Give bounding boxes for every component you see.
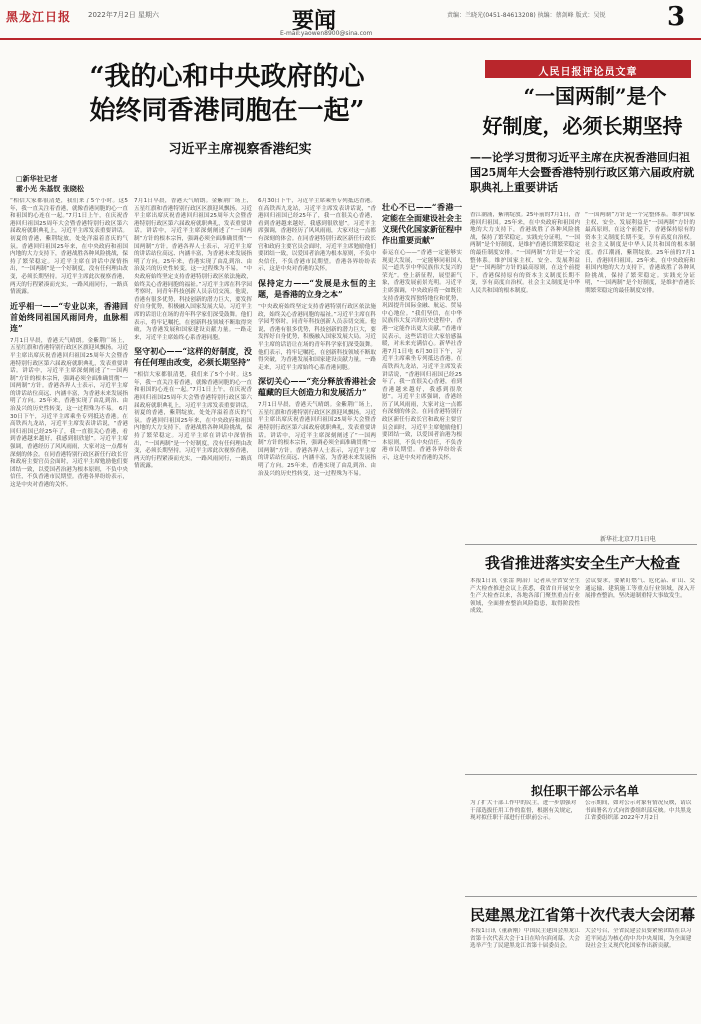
lead-subhead-4: 深切关心——“充分释放香港社会蕴藏的巨大创造力和发展活力” bbox=[258, 376, 376, 398]
article3-column-1: 为了扩大干部工作中的民主，进一步加强对干部选拔任用工作的监督，根据有关规定，现对拟任职干部进行任职前公示。 bbox=[470, 800, 577, 822]
lead-subhead-5: 壮心不已——“香港一定能在全面建设社会主义现代化国家新征程中作出重要贡献” bbox=[382, 202, 462, 245]
lead-headline-line1: “我的心和中央政府的心 bbox=[89, 62, 365, 92]
article2-headline[interactable]: 我省推进落实安全生产大检查 bbox=[484, 554, 680, 572]
lead-paragraph: 7月1日早晨，香港天气晴朗。金紫荆广场上，五星红旗和香港特别行政区区旗迎风飘扬。习近平主席出席庆祝香港回归祖国25周年大会暨香港特别行政区第六届政府就职典礼，发表重要讲话。讲话中，习近平主席深刻阐述了“一国两制”方针的根本宗旨，强调必须全面准确贯彻“一国两制”方针。香港各界人士表示，习近平主席的讲话站位高远、内涵丰富，为香港未来发展指明了方向。25年来，香港实现了由乱到治、由治及兴的历史性转变，这一过程殊为不易。 bbox=[258, 402, 376, 477]
commentary-headline-line2[interactable]: 好制度，必须长期坚持 bbox=[482, 114, 683, 138]
lead-paragraph: 6月30日下午，习近平主席乘坐专列抵达香港。在高铁西九龙站，习近平主席发表讲话说，“香港回归祖国已经25年了，我一直很关心香港，看到香港越来越好，我感到很欣慰”。习近平主席强调，香港经历了风风雨雨，大家对这一点都有深刻的体会。在同香港特别行政区新任行政长官和政府主要官员会面时，习近平主席勉励他们要团结一致，以爱国者治港为根本原则，不负中央信任，不负香港市民期望。香港各界纷纷表示，这是中央对香港的关怀。 bbox=[258, 198, 376, 273]
lead-byline-label: □新华社记者 bbox=[16, 175, 58, 183]
lead-byline-names: 霍小光 朱基钗 张晓松 bbox=[16, 185, 84, 193]
article3-headline[interactable]: 拟任职干部公示名单 bbox=[530, 784, 639, 798]
divider bbox=[465, 774, 697, 775]
newspaper-masthead: 黑龙江日报 bbox=[6, 10, 72, 24]
commentary-headline-line1[interactable]: “一国两制”是个 bbox=[523, 84, 667, 108]
lead-paragraph: 7月1日早晨，香港天气晴朗。金紫荆广场上，五星红旗和香港特别行政区区旗迎风飘扬。习近平主席出席庆祝香港回归祖国25周年大会暨香港特别行政区第六届政府就职典礼，发表重要讲话。讲话中，习近平主席深刻阐述了“一国两制”方针的根本宗旨，强调必须全面准确贯彻“一国两制”方针。香港各界人士表示，习近平主席的讲话站位高远、内涵丰富，为香港未来发展指明了方向。25年来，香港实现了由乱到治、由治及兴的历史性转变，这一过程殊为不易。 bbox=[134, 198, 252, 273]
page-number: 3 bbox=[667, 2, 686, 32]
article4-column-1: 本报1日讯（董新刚）中国民主建国会黑龙江省第十次代表大会于1日在哈尔滨闭幕。大会选举产生了民建黑龙江省第十届委员会。 bbox=[470, 928, 580, 950]
article4-column-2: 大会号召，全省民建会员要紧密团结在以习近平同志为核心的中共中央周围，为全面建设社会主义现代化国家作出新贡献。 bbox=[585, 928, 692, 950]
lead-paragraph: “中央政府始终坚定支持香港特别行政区依法施政，始终关心香港同胞的福祉。”习近平主席在科学园考察时，同青年科技创新人员亲切交流。他说，香港有很多优势，科技创新的潜力巨大，要发挥好自身优势，积极融入国家发展大局。习近平主席的话语让在场的青年科学家们深受鼓舞。他们表示，将牢记嘱托，在创新科技领域不断取得突破，为香港发展和国家建设贡献力量。一路走来，习近平主席始终心系香港同胞。 bbox=[258, 303, 376, 371]
lead-paragraph: “中央政府始终坚定支持香港特别行政区依法施政，始终关心香港同胞的福祉。”习近平主席在科学园考察时，同青年科技创新人员亲切交流。他说，香港有很多优势，科技创新的潜力巨大，要发挥好自身优势，积极融入国家发展大局。习近平主席的话语让在场的青年科学家们深受鼓舞。他们表示，将牢记嘱托，在创新科技领域不断取得突破，为香港发展和国家建设贡献力量。一路走来，习近平主席始终心系香港同胞。 bbox=[134, 266, 252, 341]
lead-column-3 bbox=[258, 198, 376, 1014]
commentary-column-1: 香江潮涌，紫荆绽放。25年前的7月1日，香港回归祖国。25年来，在中央政府和祖国内地的大力支持下，香港战胜了各种风险挑战，保持了繁荣稳定。实践充分证明，“一国两制”是个好制度，是维护香港长期繁荣稳定的最佳制度安排。“一国两制”方针是一个完整体系。维护国家主权、安全、发展利益是“一国两制”方针的最高原则，在这个前提下，香港保持原有的资本主义制度长期不变，享有高度自治权。社会主义制度是中华人民共和国的根本制度。 bbox=[470, 212, 580, 294]
lead-column-1 bbox=[10, 198, 128, 1014]
article2-column-1: 本报1日讯（张雷 陶冶）记者从全省安全生产大检查推进会议上获悉，我省自开展安全生产大检查以来，各地各部门聚焦重点行业领域，全面排查整治风险隐患，取得阶段性成效。 bbox=[470, 578, 580, 615]
page-header bbox=[0, 0, 701, 40]
lead-paragraph: 6月30日下午，习近平主席乘坐专列抵达香港。在高铁西九龙站，习近平主席发表讲话说，“香港回归祖国已经25年了，我一直很关心香港，看到香港越来越好，我感到很欣慰”。习近平主席强调，香港经历了风风雨雨，大家对这一点都有深刻的体会。在同香港特别行政区新任行政长官和政府主要官员会面时，习近平主席勉励他们要团结一致，以爱国者治港为根本原则，不负中央信任，不负香港市民期望。香港各界纷纷表示，这是中央对香港的关怀。 bbox=[382, 348, 462, 462]
article2-column-2: 会议要求，要紧盯燃气、危化品、矿山、交通运输、建筑施工等重点行业领域，深入开展排查整治，坚决遏制重特大事故发生。 bbox=[585, 578, 695, 600]
lead-subhead-3: 保持定力——“发展是永恒的主题，是香港的立身之本” bbox=[258, 277, 376, 299]
editor-credits: 责编：兰晓光(0451-84613208) 执编：蔡剑峰 版式：吴锐 bbox=[447, 12, 606, 19]
section-title: 要闻 bbox=[292, 8, 337, 34]
divider bbox=[465, 544, 697, 545]
lead-paragraph: 泰运在心——“香港一定能够实现更大发展，一定能够同祖国人民一道共享中华民族伟大复兴的荣光”。登上新征程，展望新气象，香港发展前景光明。习近平主席强调，中央政府将一如既往支持香港发挥独特地位和优势，巩固提升国际金融、航运、贸易中心地位。“我们坚信，在中华民族伟大复兴的历史进程中，香港一定能作出更大贡献。”香港市民表示，这些话语让大家倍感温暖，对未来充满信心。新华社香港7月1日电 bbox=[382, 250, 462, 355]
commentary-banner: 人民日报评论员文章 bbox=[485, 60, 691, 78]
commentary-column-2: “一国两制”方针是一个完整体系。维护国家主权、安全、发展利益是“一国两制”方针的最高原则，在这个前提下，香港保持原有的资本主义制度长期不变，享有高度自治权。社会主义制度是中华人民共和国的根本制度。香江潮涌，紫荆绽放。25年前的7月1日，香港回归祖国。25年来，在中央政府和祖国内地的大力支持下，香港战胜了各种风险挑战，保持了繁荣稳定。实践充分证明，“一国两制”是个好制度，是维护香港长期繁荣稳定的最佳制度安排。 bbox=[585, 212, 695, 294]
lead-paragraph: 7月1日早晨，香港天气晴朗。金紫荆广场上，五星红旗和香港特别行政区区旗迎风飘扬。习近平主席出席庆祝香港回归祖国25周年大会暨香港特别行政区第六届政府就职典礼，发表重要讲话。讲话中，习近平主席深刻阐述了“一国两制”方针的根本宗旨，强调必须全面准确贯彻“一国两制”方针。香港各界人士表示，习近平主席的讲话站位高远、内涵丰富，为香港未来发展指明了方向。25年来，香港实现了由乱到治、由治及兴的历史性转变，这一过程殊为不易。 bbox=[10, 337, 128, 413]
divider bbox=[465, 896, 697, 897]
lead-headline[interactable] bbox=[52, 60, 402, 128]
lead-subhead-2: 坚守初心——“这样的好制度，没有任何理由改变，必须长期坚持” bbox=[134, 346, 252, 368]
lead-subtitle: 习近平主席视察香港纪实 bbox=[168, 142, 312, 157]
issue-date: 2022年7月2日 星期六 bbox=[88, 11, 159, 19]
article4-headline[interactable]: 民建黑龙江省第十次代表大会闭幕 bbox=[470, 906, 696, 924]
lead-column-2 bbox=[134, 198, 252, 1014]
lead-column-4 bbox=[382, 198, 462, 1014]
article3-column-2: 公示期间，如对公示对象有情况反映，请以书面署名方式向省委组织部反映。中共黑龙江省委组织部 2022年7月2日 bbox=[585, 800, 692, 822]
lead-paragraph: “相信大家都很清楚，我们来了5个小时。这5年，我一直关注着香港，就像香港同胞的心一直和祖国的心连在一起。”7月1日上午，在庆祝香港回归祖国25周年大会暨香港特别行政区第六届政府就职典礼上，习近平主席发表重要讲话。初夏的香港，紫荆绽放，处处洋溢着喜庆的气氛。香港回归祖国25年来，在中央政府和祖国内地的大力支持下，香港战胜各种风险挑战，保持了繁荣稳定。习近平主席在讲话中深情指出，“一国两制”是一个好制度，没有任何理由改变，必须长期坚持。习近平主席此次视察香港，两天的行程紧凑而充实，一路风雨同行，一路真情流露。 bbox=[134, 372, 252, 470]
commentary-dateline: 新华社北京7月1日电 bbox=[600, 536, 656, 543]
lead-paragraph: 6月30日下午，习近平主席乘坐专列抵达香港。在高铁西九龙站，习近平主席发表讲话说，“香港回归祖国已经25年了，我一直很关心香港，看到香港越来越好，我感到很欣慰”。习近平主席强调，香港经历了风风雨雨，大家对这一点都有深刻的体会。在同香港特别行政区新任行政长官和政府主要官员会面时，习近平主席勉励他们要团结一致，以爱国者治港为根本原则，不负中央信任，不负香港市民期望。香港各界纷纷表示，这是中央对香港的关怀。 bbox=[10, 406, 128, 488]
section-email: E-mail:yaowen8900@sina.com bbox=[280, 30, 373, 37]
lead-paragraph: “相信大家都很清楚，我们来了5个小时。这5年，我一直关注着香港，就像香港同胞的心一直和祖国的心连在一起。”7月1日上午，在庆祝香港回归祖国25周年大会暨香港特别行政区第六届政府就职典礼上，习近平主席发表重要讲话。初夏的香港，紫荆绽放，处处洋溢着喜庆的气氛。香港回归祖国25年来，在中央政府和祖国内地的大力支持下，香港战胜各种风险挑战，保持了繁荣稳定。习近平主席在讲话中深情指出，“一国两制”是一个好制度，没有任何理由改变，必须长期坚持。习近平主席此次视察香港，两天的行程紧凑而充实，一路风雨同行，一路真情流露。 bbox=[10, 198, 128, 296]
lead-subhead-1: 近乎相一——“专业以来，香港回首始终同祖国风雨同舟，血脉相连” bbox=[10, 300, 128, 333]
lead-headline-line2: 始终同香港同胞在一起” bbox=[89, 96, 365, 126]
commentary-lead: ——论学习贯彻习近平主席在庆祝香港回归祖国25周年大会暨香港特别行政区第六届政府就职典礼上重要讲话 bbox=[470, 151, 695, 194]
